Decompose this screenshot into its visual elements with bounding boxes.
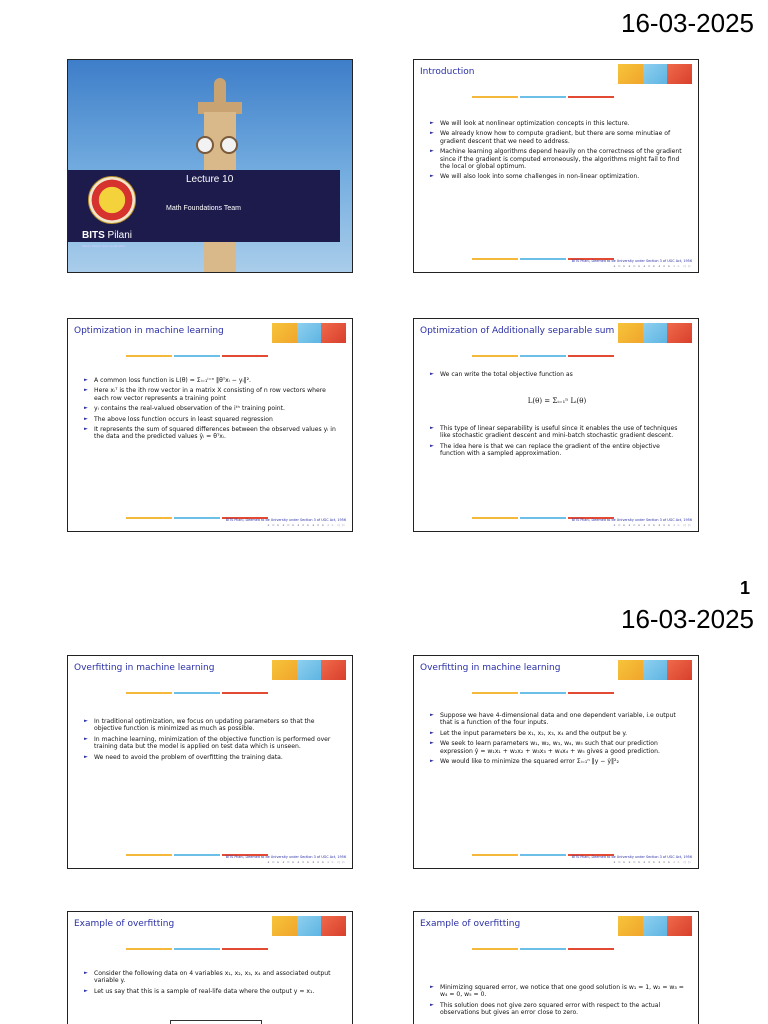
slide-title <box>67 59 353 273</box>
lecture-title: Lecture 10 <box>186 174 234 185</box>
bullet-item: ► Machine learning algorithms depend heavily on the correctness of the gradient since if the gradient is computed erroneously, the algorithms might fail to find the local or global optimum. <box>430 148 686 170</box>
bullet-item: ► We need to avoid the problem of overfitting the training data. <box>84 754 340 761</box>
slide-heading: Optimization of Additionally separable sum <box>420 326 615 336</box>
bullet-list <box>430 984 686 1020</box>
slide-example-2 <box>413 911 699 1024</box>
slide-heading: Overfitting in machine learning <box>74 663 215 673</box>
equation: L(θ) = Σᵢ₌₁ⁿ Lᵢ(θ) <box>527 397 587 405</box>
slide-heading: Overfitting in machine learning <box>420 663 561 673</box>
slide-footer: BITS Pilani, Deemed to be University under Section 3 of UGC Act, 1956 ◂ ▫ ▸ ◂ ▫ ▸ ◂ ▫ ▸ ◂ ▫ ▸ ◃ ▹ ◁ ▷ <box>571 518 692 527</box>
clock-icon <box>196 136 214 154</box>
bullet-item: ► yᵢ contains the real-valued observation of the iᵗʰ training point. <box>84 405 340 412</box>
bits-header-logo <box>272 660 346 680</box>
bits-brand: BITS Pilani <box>82 230 133 241</box>
bullet-item: ► This solution does not give zero squared error with respect to the actual observations but gives an error close to zero. <box>430 1002 686 1017</box>
bullet-item: ► Let the input parameters be x₁, x₂, x₃, x₄ and the output be y. <box>430 730 686 737</box>
slide-overfitting-2 <box>413 655 699 869</box>
page-number: 1 <box>739 578 750 598</box>
bullet-list <box>430 120 686 184</box>
bullet-list <box>84 377 340 444</box>
slide-separable-sum <box>413 318 699 532</box>
slide-optimization-ml <box>67 318 353 532</box>
bullet-item: ► Minimizing squared error, we notice that one good solution is w₁ = 1, w₂ = w₃ = w₄ = 0, w₅ = 0. <box>430 984 686 999</box>
bits-header-logo <box>618 64 692 84</box>
slide-heading: Example of overfitting <box>74 919 175 929</box>
bullet-item: ► We would like to minimize the squared error Σᵢ₌₁ⁿ ‖y − ŷ‖²₂ <box>430 758 686 765</box>
data-table <box>170 1020 262 1024</box>
bullet-item: ► We can write the total objective function as <box>430 371 686 378</box>
bullet-list <box>430 712 686 768</box>
bullet-list <box>84 718 340 764</box>
bullet-item: ► Here xᵢᵀ is the ith row vector in a matrix X consisting of n row vectors where each row vector represents a training point <box>84 387 340 402</box>
bullet-item: ► We will look at nonlinear optimization concepts in this lecture. <box>430 120 686 127</box>
bits-header-logo <box>618 660 692 680</box>
bullet-item: ► A common loss function is L(θ) = Σᵢ₌₁ⁱ⁼ⁿ ‖θᵀxᵢ − yᵢ‖². <box>84 377 340 384</box>
bullet-item: ► Suppose we have 4-dimensional data and one dependent variable, i.e output that is a function of the four inputs. <box>430 712 686 727</box>
bits-header-logo <box>272 323 346 343</box>
bullet-list <box>430 371 686 381</box>
clock-icon <box>220 136 238 154</box>
page-date: 16-03-2025 <box>621 8 754 38</box>
slide-introduction <box>413 59 699 273</box>
slide-heading: Optimization in machine learning <box>74 326 224 336</box>
bits-header-logo <box>618 916 692 936</box>
slide-footer: BITS Pilani, Deemed to be University under Section 3 of UGC Act, 1956 ◂ ▫ ▸ ◂ ▫ ▸ ◂ ▫ ▸ ◂ ▫ ▸ ◃ ▹ ◁ ▷ <box>571 855 692 864</box>
bullet-item: ► The above loss function occurs in least squared regression <box>84 416 340 423</box>
bullet-item: ► We seek to learn parameters w₁, w₂, w₃, w₄, w₅ such that our prediction expression ŷ = w₁x₁ + w₂x₂ + w₃x₃ + w₄x₄ + w₅ gives a good prediction. <box>430 740 686 755</box>
bullet-item: ► It represents the sum of squared differences between the observed values yᵢ in the data and the predicted values ŷᵢ = θᵀxᵢ. <box>84 426 340 441</box>
bits-seal-logo <box>88 176 136 224</box>
bullet-item: ► This type of linear separability is useful since it enables the use of techniques like stochastic gradient descent and mini-batch stochastic gradient descent. <box>430 425 686 440</box>
slide-footer: BITS Pilani, Deemed to be University under Section 3 of UGC Act, 1956 ◂ ▫ ▸ ◂ ▫ ▸ ◂ ▫ ▸ ◂ ▫ ▸ ◃ ▹ ◁ ▷ <box>225 518 346 527</box>
slide-example-1 <box>67 911 353 1024</box>
bullet-item: ► The idea here is that we can replace the gradient of the entire objective function with a sampled approximation. <box>430 443 686 458</box>
bullet-item: ► Let us say that this is a sample of real-life data where the output y ≈ x₁. <box>84 988 340 995</box>
bits-header-logo <box>618 323 692 343</box>
slide-heading: Introduction <box>420 67 475 77</box>
bullet-item: ► We will also look into some challenges in non-linear optimization. <box>430 173 686 180</box>
slide-heading: Example of overfitting <box>420 919 521 929</box>
slide-overfitting-1 <box>67 655 353 869</box>
bits-campuses: Pilani | Dubai | Goa | Hyderabad <box>82 244 125 248</box>
slide-footer: BITS Pilani, Deemed to be University under Section 3 of UGC Act, 1956 ◂ ▫ ▸ ◂ ▫ ▸ ◂ ▫ ▸ ◂ ▫ ▸ ◃ ▹ ◁ ▷ <box>571 259 692 268</box>
bullet-item: ► In traditional optimization, we focus on updating parameters so that the objective function is minimized as much as possible. <box>84 718 340 733</box>
lecture-team: Math Foundations Team <box>166 205 241 212</box>
page-date: 16-03-2025 <box>621 604 754 634</box>
bullet-list <box>84 970 340 998</box>
bullet-item: ► Consider the following data on 4 variables x₁, x₂, x₃, x₄ and associated output variable y. <box>84 970 340 985</box>
bullet-item: ► We already know how to compute gradient, but there are some minutiae of gradient descent that we need to address. <box>430 130 686 145</box>
slide-footer: BITS Pilani, Deemed to be University under Section 3 of UGC Act, 1956 ◂ ▫ ▸ ◂ ▫ ▸ ◂ ▫ ▸ ◂ ▫ ▸ ◃ ▹ ◁ ▷ <box>225 855 346 864</box>
bullet-list <box>430 425 686 461</box>
bullet-item: ► In machine learning, minimization of the objective function is performed over training data but the model is applied on test data which is unseen. <box>84 736 340 751</box>
bits-header-logo <box>272 916 346 936</box>
